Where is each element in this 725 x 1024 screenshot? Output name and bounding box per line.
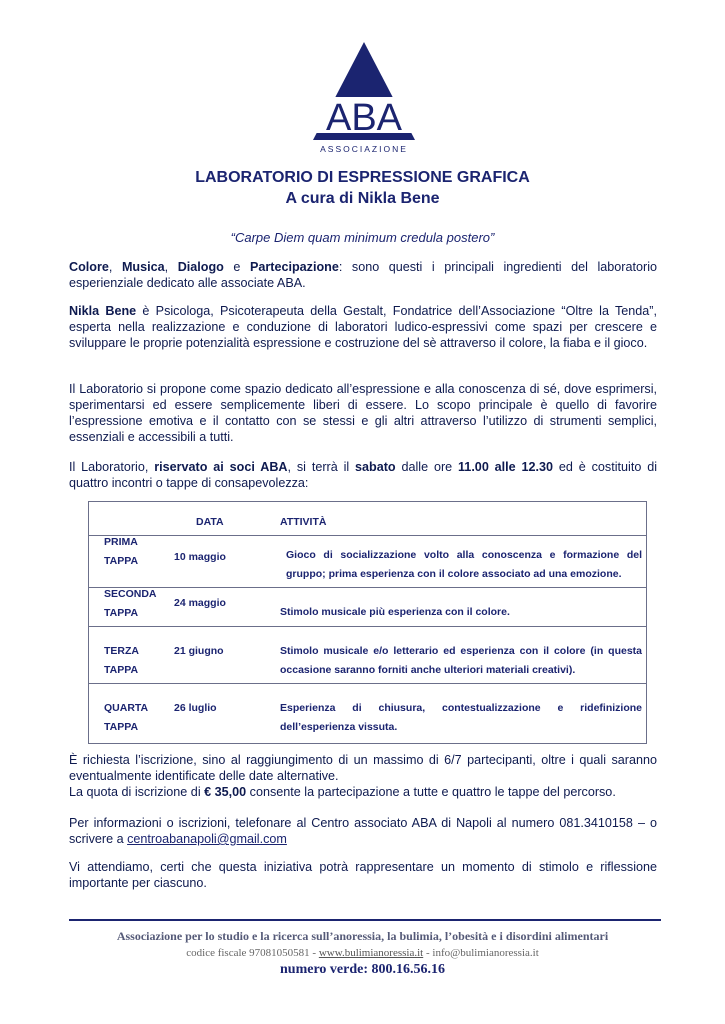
sep: e bbox=[223, 260, 250, 274]
purpose-paragraph bbox=[69, 381, 657, 445]
intro-word-musica: Musica bbox=[121, 260, 165, 274]
bio-paragraph bbox=[69, 303, 657, 351]
table-divider bbox=[89, 535, 646, 536]
bio-name: Nikla Bene bbox=[69, 304, 137, 318]
stage-label: PRIMA bbox=[104, 536, 138, 548]
footer-cf: codice fiscale 97081050581 - bbox=[186, 947, 319, 959]
table-divider bbox=[89, 626, 646, 627]
row-4-date: 26 luglio bbox=[174, 702, 217, 714]
document-title bbox=[0, 167, 725, 209]
stage-label: TAPPA bbox=[104, 721, 139, 733]
stage-label: QUARTA bbox=[104, 702, 149, 714]
row-1-stage bbox=[104, 533, 138, 571]
sched-day: sabato bbox=[355, 460, 396, 474]
registration-text: È richiesta l’iscrizione, sino al raggiungimento di un massimo di 6/7 partecipanti, oltre i quali saranno eventualmente identificate delle date alternative. bbox=[69, 753, 657, 783]
intro-word-dialogo: Dialogo bbox=[177, 260, 224, 274]
row-2-date: 24 maggio bbox=[174, 597, 226, 609]
table-divider bbox=[89, 587, 646, 588]
intro-word-colore: Colore bbox=[69, 260, 109, 274]
title-line-1: LABORATORIO DI ESPRESSIONE GRAFICA bbox=[195, 169, 530, 186]
sched-time: 11.00 alle 12.30 bbox=[458, 460, 554, 474]
aba-logo bbox=[307, 40, 421, 158]
fee-pre: La quota di iscrizione di bbox=[69, 785, 205, 799]
intro-paragraph bbox=[69, 259, 657, 291]
closing-text: Vi attendiamo, certi che questa iniziativa potrà rappresentare un momento di stimolo e riflessione importante per ciascuno. bbox=[69, 860, 657, 890]
sched-t2: , si terrà il bbox=[287, 460, 356, 474]
footer-divider bbox=[69, 919, 661, 921]
schedule-paragraph bbox=[69, 459, 657, 491]
bio-text: è Psicologa, Psicoterapeuta della Gestalt, Fondatrice dell’Associazione “Oltre la Tenda”, esperta nella realizzazione e conduzione di laboratori ludico-espressivi come spazi per crescere e sviluppare le proprie potenzialità espressione e costruzione del sè attraverso il colore, la fiaba e il gioco. bbox=[69, 304, 657, 350]
fee-amount: € 35,00 bbox=[204, 785, 247, 799]
sched-t1: Il Laboratorio, bbox=[69, 460, 155, 474]
footer-mail: - info@bulimianoressia.it bbox=[423, 947, 539, 959]
fee-post: consente la partecipazione a tutte e quattro le tappe del percorso. bbox=[246, 785, 616, 799]
footer-site-link[interactable]: www.bulimianoressia.it bbox=[318, 947, 424, 959]
sched-t4: ed è costituito di quattro incontri o tappe di consapevolezza: bbox=[69, 460, 657, 490]
logo-subtitle: ASSOCIAZIONE bbox=[320, 144, 408, 154]
row-1-activity: Gioco di socializzazione volto alla conoscenza e formazione del gruppo; prima esperienza con il colore associato ad una emozione. bbox=[286, 549, 642, 580]
contact-paragraph bbox=[69, 815, 657, 847]
row-1-date: 10 maggio bbox=[174, 551, 226, 563]
schedule-table bbox=[88, 501, 647, 744]
stage-label: TAPPA bbox=[104, 555, 139, 567]
row-4-stage bbox=[104, 699, 148, 737]
row-4-activity: Esperienza di chiusura, contestualizzazione e ridefinizione dell’esperienza vissuta. bbox=[280, 702, 642, 733]
row-3-stage bbox=[104, 642, 139, 680]
footer-association: Associazione per lo studio e la ricerca sull’anoressia, la bulimia, l’obesità e i disordini alimentari bbox=[116, 929, 609, 943]
sched-t3: dalle ore bbox=[395, 460, 458, 474]
stage-label: TAPPA bbox=[104, 664, 139, 676]
motto: “Carpe Diem quam minimum credula postero” bbox=[230, 230, 495, 245]
header-activity: ATTIVITÀ bbox=[280, 516, 327, 528]
row-2-activity: Stimolo musicale più esperienza con il colore. bbox=[280, 606, 510, 618]
logo-letters: ABA bbox=[325, 97, 403, 139]
stage-label: SECONDA bbox=[104, 588, 157, 600]
stage-label: TAPPA bbox=[104, 607, 139, 619]
stage-label: TERZA bbox=[104, 645, 139, 657]
sep: , bbox=[164, 260, 178, 274]
row-3-date: 21 giugno bbox=[174, 645, 224, 657]
title-line-2: A cura di Nikla Bene bbox=[285, 190, 440, 207]
intro-rest: : sono questi i principali ingredienti del laboratorio esperienziale dedicato alle associate ABA. bbox=[69, 260, 657, 290]
intro-word-partecipazione: Partecipazione bbox=[249, 260, 339, 274]
sched-members: riservato ai soci ABA bbox=[154, 460, 288, 474]
footer-toll-free: numero verde: 800.16.56.16 bbox=[280, 962, 445, 977]
contact-text: Per informazioni o iscrizioni, telefonare al Centro associato ABA di Napoli al numero 081.3410158 – o scrivere a bbox=[69, 816, 657, 846]
table-divider bbox=[89, 683, 646, 684]
header-date: DATA bbox=[196, 516, 224, 528]
row-3-activity: Stimolo musicale e/o letterario ed esperienza con il colore (in questa occasione saranno forniti anche ulteriori materiali creativi). bbox=[280, 645, 642, 676]
footer-info bbox=[0, 947, 725, 959]
sep: , bbox=[108, 260, 122, 274]
closing-paragraph bbox=[69, 859, 657, 891]
registration-paragraph bbox=[69, 752, 657, 800]
row-2-stage bbox=[104, 585, 157, 623]
purpose-text: Il Laboratorio si propone come spazio dedicato all’espressione e alla conoscenza di sé, dove esprimersi, sperimentarsi ed essere semplicemente liberi di essere. Lo scopo principale è quello di favorire l’espressione emotiva e il contatto con se stessi e gli altri attraverso l’utilizzo di strumenti semplici, essenziali e accessibili a tutti. bbox=[69, 382, 657, 444]
contact-email-link[interactable]: centroabanapoli@gmail.com bbox=[127, 832, 287, 846]
